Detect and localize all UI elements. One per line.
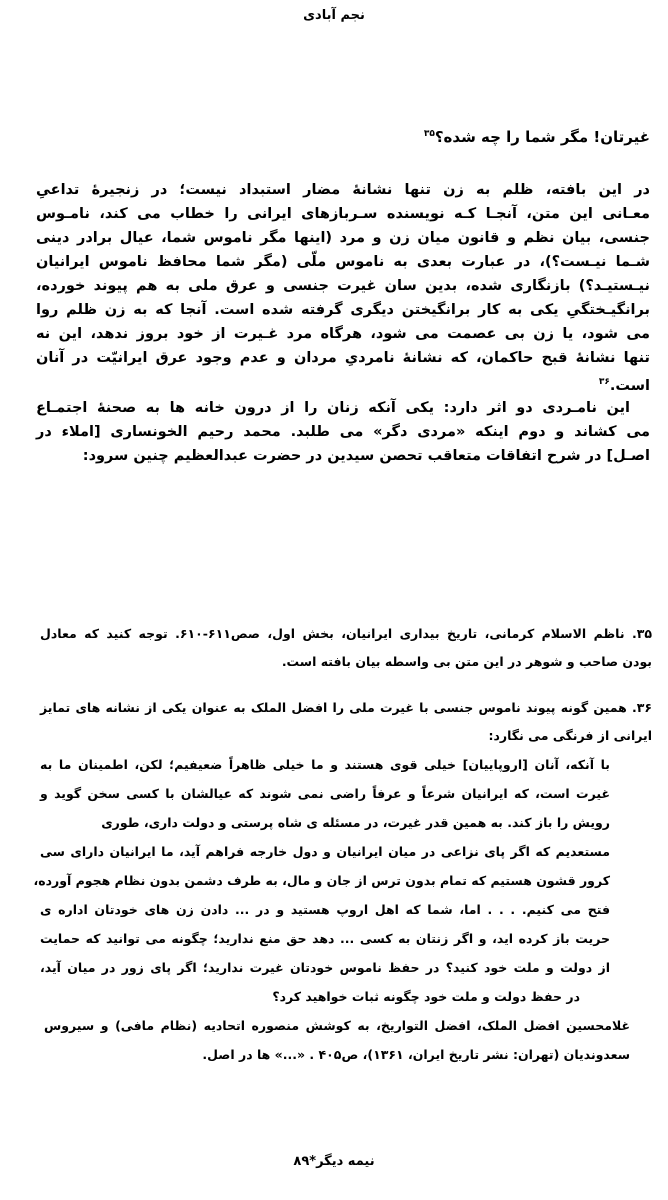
footnote-line: ۳۶. همین گونه پیوند ناموس جنسی با غیرت ملی را افضل الملک به عنوان یکی از نشانه های تمایز bbox=[40, 700, 652, 715]
text-line: می کشاند و دوم اینکه «مردی دگر» می طلبد. محمد رحیم الخونساری [املاء در bbox=[36, 424, 650, 440]
quote-line: فتح می کنیم. . . . اما، شما که اهل اروپ هستید و در ... دادن زن های خودتان اداره ی bbox=[40, 902, 610, 917]
heading-text: غیرتان! مگر شما را چه شده؟ bbox=[434, 128, 650, 146]
quote-line: کرور قشون هستیم که تمام بدون ترس از جان و مال، به طرف دشمن بدون نظام هجوم آورده، bbox=[33, 873, 610, 888]
quote-line: در حفظ دولت و ملت خود چگونه ثبات خواهید کرد؟ bbox=[272, 989, 580, 1004]
running-head: نجم آبادی bbox=[303, 8, 365, 23]
quote-line: از دولت و ملت خود کنید؟ در حفظ ناموس خودتان غیرت ندارید؛ اگر پای زور در میان آید، bbox=[40, 960, 610, 975]
text-line: جنسی، بیان نظم و قانون میان زن و مرد (اینها مگر ناموس شما، عیال برادر دینی bbox=[36, 230, 650, 246]
text-line: تنها نشانهٔ قبح حاکمان، که نشانهٔ نامردیِ مردان و عدم وجود عرق ایرانیّت در آنان bbox=[36, 350, 650, 366]
footnote-line: بودن صاحب و شوهر در این متن بی واسطه بیان بافته است. bbox=[281, 654, 652, 669]
quote-line: غیرت است، که ایرانیان شرعاً و عرفاً راضی نمی شوند که عیالشان با کسی سخن گوید و bbox=[40, 786, 610, 801]
footnote-line: ۳۵. ناظم الاسلام کرمانی، تاریخ بیداری ایرانیان، بخش اول، صص۶۱۱-۶۱۰. توجه کنید که معادل bbox=[40, 626, 652, 641]
quote-line: حریت باز کرده اید، و اگر زنتان به کسی ... دهد حق منع ندارید؛ چگونه می توانید که حمایت bbox=[40, 931, 610, 946]
text-line bbox=[36, 372, 650, 396]
text-line: برانگیـختگیِ یکی به کار برانگیختن دیگری گرفته شده است. آنجا که به زن ظلم روا bbox=[36, 302, 650, 318]
text-line: نیـستیـد؟) بازنگاری شده، بدین سان غیرت جنسی و عرق ملی به هم پیوند خورده، bbox=[36, 278, 650, 294]
quote-line: رویش را باز کند. به همین قدر غیرت، در مسئله ی شاه پرستی و دولت داری، طوری bbox=[101, 815, 610, 830]
citation-line: غلامحسین افضل الملک، افضل التواریخ، به کوشش منصوره اتحادیه (نظام مافی) و سیروس bbox=[44, 1018, 630, 1033]
text-line: اصـل] در شرح اتفاقات متعاقب تحصن سیدین در حضرت عبدالعظیم چنین سرود: bbox=[82, 448, 650, 464]
footnote-line: ایرانی از فرنگی می نگارد: bbox=[488, 728, 652, 743]
note-ref: ۳۶ bbox=[598, 377, 610, 387]
note-ref: ۳۵ bbox=[423, 129, 435, 139]
text-line: در این بافته، ظلم به زن تنها نشانهٔ مضار استبداد نیست؛ در زنجیرهٔ تداعیِ bbox=[36, 182, 650, 198]
text-line: می شود، یا زن بی عصمت می شود، هرگاه مرد غـیرت از خود بروز ندهد، این نه bbox=[36, 326, 650, 342]
quote-line: با آنکه، آنان [اروپاییان] خیلی قوی هستند و ما خیلی ظاهراً ضعیفیم؛ لکن، اطمینان ما به bbox=[40, 757, 610, 772]
text-line: این نامـردی دو اثر دارد: یکی آنکه زنان را از درون خانه ها به صحنهٔ اجتمـاع bbox=[36, 400, 630, 416]
text-line: معـانی این متن، آنجـا کـه نویسنده سـربازهای ایرانی را خطاب می کند، نامـوس bbox=[36, 206, 650, 222]
quote-line: مستعدیم که اگر پای نزاعی در میان ایرانیان و دول خارجه فراهم آید، ما ایرانیان دارای سی bbox=[40, 844, 610, 859]
text-line: شـما نیـست؟)، در عبارت بعدی به ناموس ملّی (مگر شما محافظ ناموس ایرانیان bbox=[36, 254, 650, 270]
last-line-text: است. bbox=[609, 377, 650, 394]
running-foot-page-number: نیمه دیگر*۸۹ bbox=[293, 1154, 375, 1169]
section-heading bbox=[36, 124, 650, 147]
citation-line: سعدوندیان (تهران: نشر تاریخ ایران، ۱۳۶۱)، ص۴۰۵ . «...» ها در اصل. bbox=[202, 1047, 630, 1062]
